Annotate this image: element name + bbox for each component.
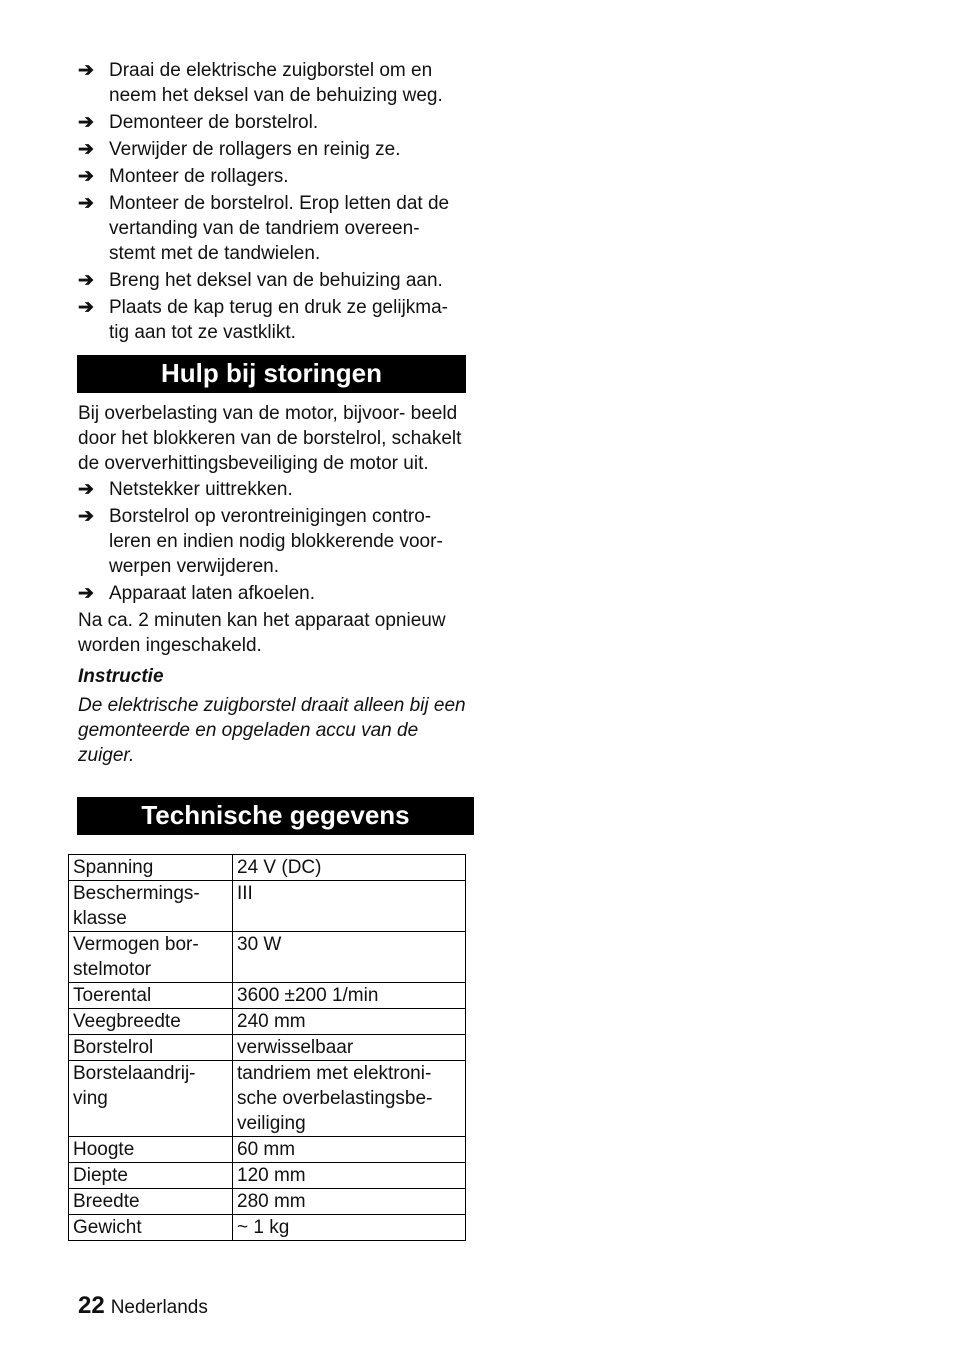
help-steps [78, 477, 468, 606]
arrow-right-icon: ➔ [78, 479, 94, 500]
arrow-right-icon: ➔ [78, 112, 94, 133]
section-heading-tech: Technische gegevens [77, 797, 474, 835]
list-item: ➔ Monteer de borstelrol. Erop letten dat de vertanding van de tandriem overeen- stemt met de tandwielen. [78, 193, 450, 264]
table-row: Vermogen bor- stelmotor 30 W [69, 932, 466, 983]
list-item: ➔ Borstelrol op verontreinigingen contro- leren en indien nodig blokkerende voor- werpen verwijderen. [78, 506, 443, 577]
arrow-right-icon: ➔ [78, 193, 94, 214]
table-row: Hoogte 60 mm [69, 1137, 466, 1163]
arrow-right-icon: ➔ [78, 60, 94, 81]
arrow-right-icon: ➔ [78, 583, 94, 604]
table-row: Breedte 280 mm [69, 1189, 466, 1215]
arrow-right-icon: ➔ [78, 297, 94, 318]
list-item: ➔ Plaats de kap terug en druk ze gelijkma- tig aan tot ze vastklikt. [78, 297, 449, 343]
help-intro: Bij overbelasting van de motor, bijvoor- beeld door het blokkeren van de borstelrol, schakelt de oververhittingsbeveiliging de motor uit. [78, 403, 462, 474]
footer-language: Nederlands [110, 1297, 208, 1318]
help-section [78, 401, 468, 768]
maintenance-steps [78, 58, 468, 347]
list-item: ➔ Monteer de rollagers. [78, 166, 289, 187]
table-row: Gewicht ~ 1 kg [69, 1215, 466, 1241]
list-item: ➔ Apparaat laten afkoelen. [78, 583, 315, 604]
page-footer [78, 1292, 208, 1320]
help-after: Na ca. 2 minuten kan het apparaat opnieuw worden ingeschakeld. [78, 610, 446, 656]
table-row: Borstelaandrij- ving tandriem met elektroni- sche overbelastingsbe- veiliging [69, 1061, 466, 1137]
list-item: ➔ Verwijder de rollagers en reinig ze. [78, 139, 401, 160]
list-item: ➔ Netstekker uittrekken. [78, 479, 293, 500]
note-text: De elektrische zuigborstel draait alleen bij een gemonteerde en opgeladen accu van de zuiger. [78, 695, 466, 766]
arrow-right-icon: ➔ [78, 506, 94, 527]
note-title: Instructie [78, 666, 164, 687]
list-item: ➔ Demonteer de borstelrol. [78, 112, 319, 133]
spec-table [68, 854, 466, 1241]
section-heading-help: Hulp bij storingen [77, 355, 466, 393]
page-number: 22 [78, 1292, 105, 1319]
table-row: Borstelrol verwisselbaar [69, 1035, 466, 1061]
list-item: ➔ Breng het deksel van de behuizing aan. [78, 270, 443, 291]
table-row: Veegbreedte 240 mm [69, 1009, 466, 1035]
arrow-right-icon: ➔ [78, 270, 94, 291]
list-item: ➔ Draai de elektrische zuigborstel om en neem het deksel van de behuizing weg. [78, 60, 443, 106]
arrow-right-icon: ➔ [78, 166, 94, 187]
table-row: Spanning 24 V (DC) [69, 855, 466, 881]
arrow-right-icon: ➔ [78, 139, 94, 160]
table-row: Diepte 120 mm [69, 1163, 466, 1189]
table-row: Beschermings- klasse III [69, 881, 466, 932]
table-row: Toerental 3600 ±200 1/min [69, 983, 466, 1009]
